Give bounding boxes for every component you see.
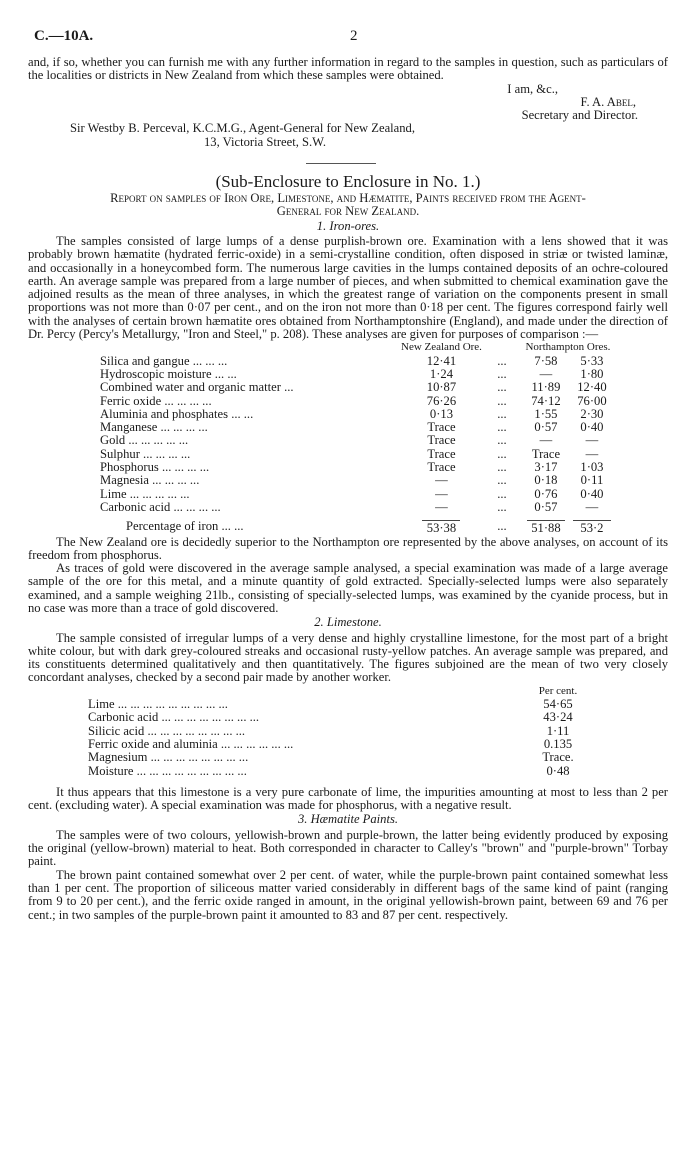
section-1-paragraph: The samples consisted of large lumps of a dense purplish-brown ore. Examination with a lens showed that it was probably brown hæmatite (hydrated ferric-oxide) in a semi-crystalline condition, often disposed in striæ or twisted laminæ, and occasionally in a honeycombed form. The numerous large cavities in the lumps contained deposits of an ochre-coloured earth. An average sample was prepared from a large number of pieces, and when submitted to chemical examination gave the adjoined results as the mean of three analyses, in which the greatest range of variation on the components present in small proportions was not more than 0·07 per cent., and on the iron not more than 0·18 per cent. The figures correspond fairly well with the analyses of certain brown hæmatite ores obtained from Northamptonshire (England), and made under the direction of Dr. Percy (Percy's Metallurgy, "Iron and Steel," p. 208). These analyses are given for purposes of comparison :— <box>28 233 668 342</box>
section-2-title: 2. Limestone. <box>314 615 382 630</box>
table-row <box>88 725 593 738</box>
limestone-analysis-table <box>88 685 593 778</box>
northampton-value-2: 12·40 <box>577 380 607 395</box>
leader-dots: ... ... ... ... ... ... ... ... ... <box>117 697 228 712</box>
row-label: Ferric oxide and aluminia <box>88 736 218 751</box>
northampton-value-2: 2·30 <box>580 406 604 421</box>
row-value: 54·65 <box>543 697 573 712</box>
northampton-value-1: 11·89 <box>531 380 561 395</box>
valediction: I am, &c., <box>507 81 558 96</box>
table-row <box>100 395 614 408</box>
row-label: Magnesium <box>88 750 148 765</box>
northampton-value-1: 0·57 <box>534 499 558 514</box>
row-label: Phosphorus <box>100 460 159 475</box>
table-row <box>88 711 593 724</box>
leader-dots: ... ... ... ... ... ... ... ... <box>150 750 249 765</box>
nz-value: Trace <box>427 420 456 435</box>
table-row <box>100 461 614 474</box>
northampton-value-2: 76·00 <box>577 393 607 408</box>
row-label: Hydroscopic moisture <box>100 366 212 381</box>
row-label: Aluminia and phosphates <box>100 406 229 421</box>
row-label: Lime <box>100 486 127 501</box>
nz-value: 12·41 <box>426 353 457 368</box>
northampton-value-2: — <box>585 433 599 448</box>
row-value: 43·24 <box>543 710 573 725</box>
northampton-value-2: 1·03 <box>580 460 604 475</box>
nz-value: Trace <box>427 460 456 475</box>
column-northampton-ores: Northampton Ores. <box>525 341 611 354</box>
row-label: Carbonic acid <box>100 499 171 514</box>
nz-value: 10·87 <box>426 380 457 395</box>
leader-dots: ... ... ... <box>192 353 228 368</box>
table-header-row <box>88 685 593 698</box>
leader-dots: ... ... ... ... <box>161 460 210 475</box>
nz-value: 1·24 <box>429 366 454 381</box>
leader-dots: ... <box>497 473 507 488</box>
northampton-value-1: 74·12 <box>531 393 561 408</box>
row-label: Lime <box>88 697 115 712</box>
leader-dots: ... ... ... ... ... ... ... ... <box>147 723 246 738</box>
table-row <box>88 751 593 764</box>
leader-dots: ... <box>497 519 507 534</box>
nz-total-value: 53·38 <box>422 520 460 535</box>
section-1-conclusion: The New Zealand ore is decidedly superior to the Northampton ore represented by the above analyses, on account of its freedom from phosphorus. <box>28 534 668 562</box>
leader-dots: ... <box>497 393 507 408</box>
row-label: Silicic acid <box>88 723 145 738</box>
leader-dots: ... <box>497 353 507 368</box>
leader-dots: ... <box>497 460 507 475</box>
leader-dots: ... ... ... ... ... <box>128 433 189 448</box>
nz-value: — <box>435 499 448 514</box>
table-total-row <box>100 514 614 535</box>
row-value: 0·48 <box>546 763 570 778</box>
addressee-line-1: Sir Westby B. Perceval, K.C.M.G., Agent-General for New Zealand, <box>70 121 415 136</box>
table-row <box>88 765 593 778</box>
row-label: Manganese <box>100 420 158 435</box>
row-label: Moisture <box>88 763 134 778</box>
table-row <box>100 368 614 381</box>
row-label: Carbonic acid <box>88 710 159 725</box>
northampton-value-1: 0·18 <box>534 473 558 488</box>
signatory-title: Secretary and Director. <box>521 108 638 123</box>
table-row <box>100 421 614 434</box>
leader-dots: ... <box>497 499 507 514</box>
section-3-paragraph-1: The samples were of two colours, yellowish-brown and purple-brown, the latter being evidently produced by exposing the original (yellow-brown) material to heat. Both corresponded in character to Calley's "brown" and "purple-brown" Torbay paint. <box>28 827 668 869</box>
nz-value: — <box>435 473 448 488</box>
leader-dots: ... ... ... ... ... ... ... ... <box>161 710 260 725</box>
section-1-title: 1. Iron-ores. <box>316 218 380 233</box>
section-2-conclusion: It thus appears that this limestone is a very pure carbonate of lime, the impurities amounting at most to less than 2 per cent. (excluding water). A special examination was made for phosphorus, with a negative result. <box>28 784 668 813</box>
row-label: Combined water and organic matter <box>100 380 281 395</box>
row-label: Ferric oxide <box>100 393 162 408</box>
northampton-total-value-1: 51·88 <box>527 520 565 535</box>
leader-dots: ... <box>497 366 507 381</box>
column-new-zealand-ore: New Zealand Ore. <box>401 341 482 354</box>
leader-dots: ... ... ... ... <box>152 473 200 488</box>
row-value: 0.135 <box>543 736 573 751</box>
northampton-value-2: 1·80 <box>580 366 604 381</box>
leader-dots: ... ... ... ... ... ... <box>220 736 294 751</box>
leader-dots: ... <box>284 380 294 395</box>
table-row <box>100 501 614 514</box>
northampton-value-1: — <box>539 433 553 448</box>
nz-value: — <box>435 486 448 501</box>
table-row <box>88 698 593 711</box>
northampton-value-2: 0·40 <box>580 420 604 435</box>
leader-dots: ... ... ... ... <box>160 420 208 435</box>
leader-dots: ... <box>497 406 507 421</box>
northampton-value-2: 5·33 <box>580 353 604 368</box>
row-label: Magnesia <box>100 473 149 488</box>
row-label: Sulphur <box>100 446 140 461</box>
leader-dots: ... ... ... ... ... ... ... ... ... <box>136 763 247 778</box>
row-label: Percentage of iron <box>126 519 219 534</box>
column-per-cent: Per cent. <box>538 684 578 697</box>
leader-dots: ... <box>497 486 507 501</box>
row-label: Gold <box>100 433 126 448</box>
row-value: 1·11 <box>546 723 570 738</box>
nz-value: Trace <box>427 446 456 461</box>
section-3-paragraph-2: The brown paint contained somewhat over 2 per cent. of water, while the purple-brown paint contained somewhat less than 1 per cent. The proportion of siliceous matter varied considerably in different bags of the same kind of paint (ranging from 9 to 20 per cent.), and the ferric oxide ranged in amount, in the original yellowish-brown paint, between 69 and 76 per cent.; in two samples of the purple-brown paint it amounted to 83 and 87 per cent. respectively. <box>28 867 668 922</box>
table-row <box>100 434 614 447</box>
northampton-total-value-2: 53·2 <box>573 520 611 535</box>
nz-value: Trace <box>427 433 456 448</box>
leader-dots: ... ... ... ... <box>143 446 191 461</box>
document-code: C.—10A. <box>34 28 94 44</box>
nz-value: 76·26 <box>426 393 457 408</box>
table-row <box>100 408 614 421</box>
leader-dots: ... ... ... ... <box>164 393 212 408</box>
section-2-paragraph: The sample consisted of irregular lumps of a very dense and highly crystalline limestone, for the most part of a bright white colour, but with dark grey-coloured streaks and occasional rusty-yellow patches. An average sample was prepared, and its constituents determined qualitatively and then quantitatively. The figures subjoined are the mean of two very closely concordant analyses, checked by a second pair made by another worker. <box>28 630 668 685</box>
northampton-value-2: 0·11 <box>580 473 604 488</box>
leader-dots: ... ... ... ... <box>173 499 221 514</box>
document-page <box>28 30 668 922</box>
northampton-value-1: — <box>539 366 553 381</box>
northampton-value-1: 0·57 <box>534 420 558 435</box>
northampton-value-1: 3·17 <box>534 460 558 475</box>
table-header-row <box>100 341 614 354</box>
northampton-value-1: 0·76 <box>534 486 558 501</box>
addressee-line-2: 13, Victoria Street, S.W. <box>204 134 327 149</box>
table-row <box>88 738 593 751</box>
leader-dots: ... ... <box>221 519 244 534</box>
leader-dots: ... ... <box>231 406 254 421</box>
leader-dots: ... ... ... ... ... <box>129 486 190 501</box>
report-title-line-1: Report on samples of Iron Ore, Limestone, and Hæmatite, Paints received from the Agent- <box>110 191 586 206</box>
leader-dots: ... ... <box>214 366 237 381</box>
table-row <box>100 355 614 368</box>
northampton-value-1: 1·55 <box>534 406 558 421</box>
iron-ore-analysis-table <box>100 341 614 535</box>
northampton-value-1: 7·58 <box>534 353 558 368</box>
row-label: Silica and gangue <box>100 353 190 368</box>
leader-dots: ... <box>497 420 507 435</box>
northampton-value-2: — <box>585 499 599 514</box>
table-row <box>100 448 614 461</box>
northampton-value-1: Trace <box>531 446 561 461</box>
signatory: F. A. Abel, <box>580 94 636 109</box>
sub-enclosure-heading: (Sub-Enclosure to Enclosure in No. 1.) <box>215 172 481 192</box>
northampton-value-2: — <box>585 446 599 461</box>
leader-dots: ... <box>497 380 507 395</box>
leader-dots: ... <box>497 446 507 461</box>
page-number: 2 <box>350 28 358 44</box>
northampton-value-2: 0·40 <box>580 486 604 501</box>
table-row <box>100 474 614 487</box>
leader-dots: ... <box>497 433 507 448</box>
nz-value: 0·13 <box>429 406 454 421</box>
section-divider <box>306 163 376 170</box>
page-header <box>28 30 668 56</box>
section-1-gold-paragraph: As traces of gold were discovered in the average sample analysed, a special examination was made of a large average sample of the ore for this metal, and a minute quantity of gold extracted. Specially-selected lumps were also separately examined, and a sample weighing 21lb., consisting of specially-selected lumps, was examined by the cyanide process, but in no case was more than a trace of gold discovered. <box>28 561 668 615</box>
table-row <box>100 488 614 501</box>
table-row <box>100 381 614 394</box>
section-3-title: 3. Hæmatite Paints. <box>297 812 399 827</box>
report-title-line-2: General for New Zealand. <box>276 204 420 219</box>
row-value: Trace. <box>542 750 574 765</box>
letter-closing-paragraph: and, if so, whether you can furnish me with any further information in regard to the samples in question, such as particulars of the localities or districts in New Zealand from which these samples were obtained. <box>28 55 668 83</box>
